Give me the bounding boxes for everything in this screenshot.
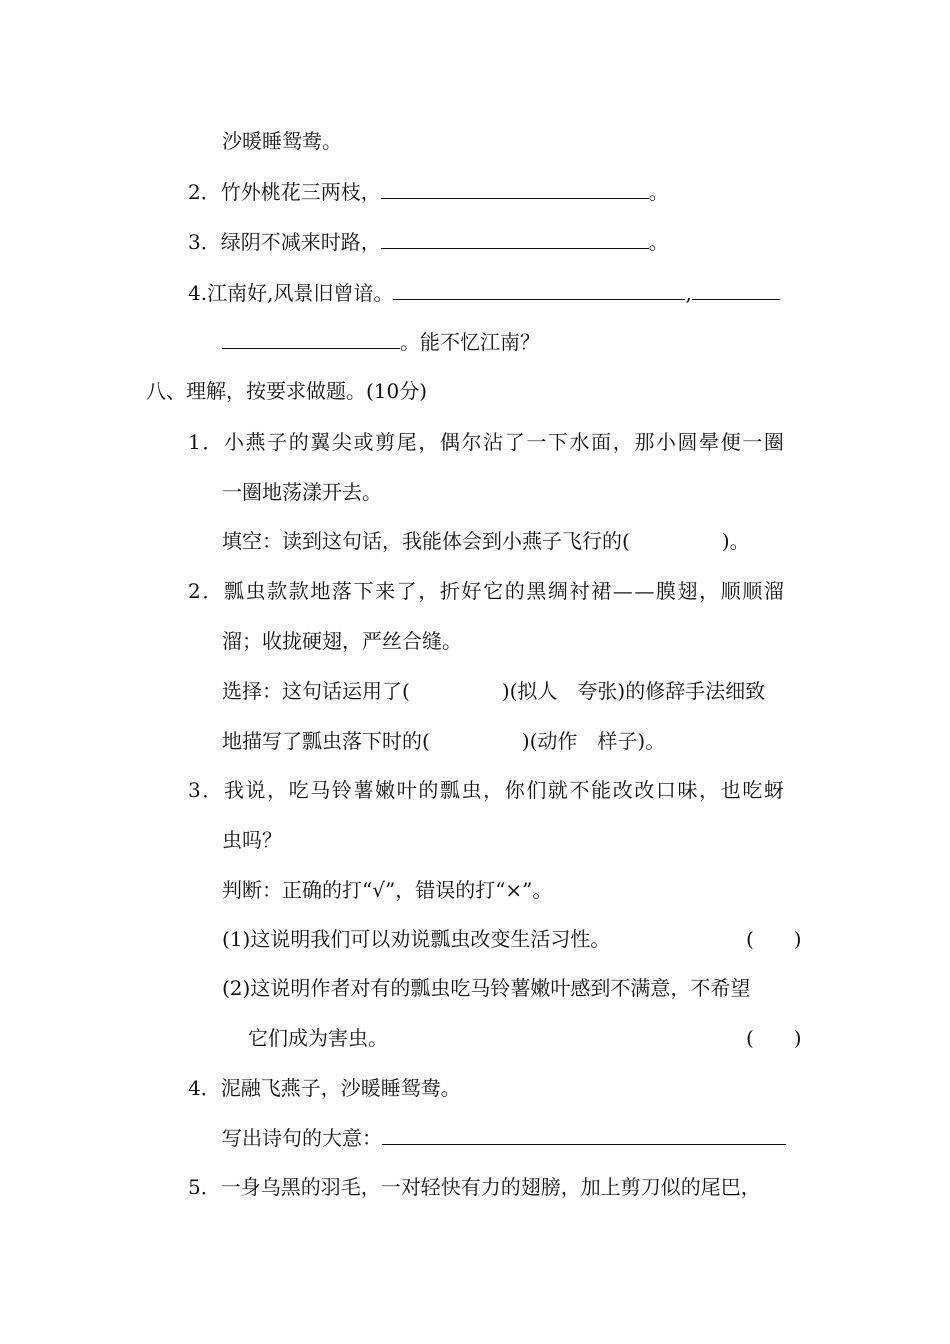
- question-number: 3．: [188, 230, 221, 254]
- prompt-text: 写出诗句的大意：: [222, 1126, 382, 1150]
- prompt-text: 选择：这句话运用了(: [222, 679, 410, 703]
- prompt-text: 填空：读到这句话，我能体会到小燕子飞行的(: [222, 529, 630, 553]
- question-8-1-line2: 一圈地荡漾开去。: [222, 480, 382, 504]
- question-7-3: [188, 228, 669, 256]
- question-8-2-select1: [222, 677, 765, 705]
- answer-blank[interactable]: [381, 178, 649, 199]
- question-text: 瓢虫款款地落下来了，折好它的黑绸衬裙——膜翅，顺顺溜: [223, 579, 786, 603]
- question-text: 我说，吃马铃薯嫩叶的瓢虫，你们就不能改改口味，也吃蚜: [223, 778, 786, 802]
- question-8-3-judge: 判断：正确的打“√”，错误的打“×”。: [222, 878, 553, 902]
- question-8-2-line1: [188, 577, 786, 605]
- prompt-text: 地描写了瓢虫落下时的(: [222, 729, 430, 753]
- question-text: 小燕子的翼尖或剪尾，偶尔沾了一下水面，那小圆晕便一圈: [223, 430, 786, 454]
- question-number: 2．: [188, 579, 224, 603]
- answer-blank[interactable]: [381, 228, 649, 249]
- punctuation: 。: [648, 230, 669, 254]
- question-text: 江南好,风景旧曾谙。: [207, 281, 394, 305]
- prompt-text: )。: [721, 529, 750, 553]
- answer-blank[interactable]: [692, 279, 780, 300]
- question-8-2-line2: 溜；收拢硬翅，严丝合缝。: [222, 629, 462, 653]
- question-8-4-prompt: [222, 1124, 786, 1152]
- question-8-3-line1: [188, 776, 786, 804]
- question-8-3-line2: 虫吗？: [222, 828, 282, 852]
- question-8-5-line1: [188, 1173, 761, 1201]
- poem-continuation-line: 沙暖睡鸳鸯。: [222, 129, 342, 153]
- question-8-2-select2: [222, 727, 665, 755]
- answer-blank[interactable]: [382, 1124, 786, 1145]
- question-7-4: [188, 279, 780, 307]
- question-text: 。能不忆江南？: [400, 330, 540, 354]
- question-number: 2．: [188, 180, 221, 204]
- question-8-3-item2: (2)这说明作者对有的瓢虫吃马铃薯嫩叶感到不满意，不希望: [222, 976, 751, 1000]
- judge-paren-1[interactable]: ( ): [746, 927, 802, 951]
- prompt-text: )(动作 样子)。: [521, 729, 666, 753]
- section-heading: 八、理解，按要求做题。(10分): [146, 379, 428, 403]
- judge-paren-2[interactable]: ( ): [746, 1026, 802, 1050]
- question-text: 绿阴不减来时路，: [220, 230, 381, 254]
- question-8-1-prompt: [222, 527, 750, 555]
- prompt-text: )(拟人 夸张)的修辞手法细致: [501, 679, 766, 703]
- question-8-3-item2-cont: 它们成为害虫。: [248, 1026, 388, 1050]
- question-text: 竹外桃花三两枝，: [220, 180, 381, 204]
- question-text: 一身乌黑的羽毛，一对轻快有力的翅膀，加上剪刀似的尾巴，: [220, 1175, 761, 1199]
- question-8-3-item1: (1)这说明我们可以劝说瓢虫改变生活习性。: [222, 927, 611, 951]
- question-number: 3．: [188, 778, 224, 802]
- punctuation: ,: [685, 281, 692, 305]
- question-text: 泥融飞燕子，沙暖睡鸳鸯。: [220, 1076, 461, 1100]
- question-number: 5．: [188, 1175, 221, 1199]
- answer-blank[interactable]: [393, 279, 685, 300]
- question-8-4-poem: [188, 1074, 461, 1102]
- question-number: 1．: [188, 430, 224, 454]
- answer-blank[interactable]: [222, 328, 400, 349]
- question-8-1-line1: [188, 428, 786, 456]
- question-number: 4.: [188, 281, 208, 305]
- question-number: 4．: [188, 1076, 221, 1100]
- punctuation: 。: [648, 180, 669, 204]
- question-7-4-cont: [222, 328, 540, 356]
- question-7-2: [188, 178, 669, 206]
